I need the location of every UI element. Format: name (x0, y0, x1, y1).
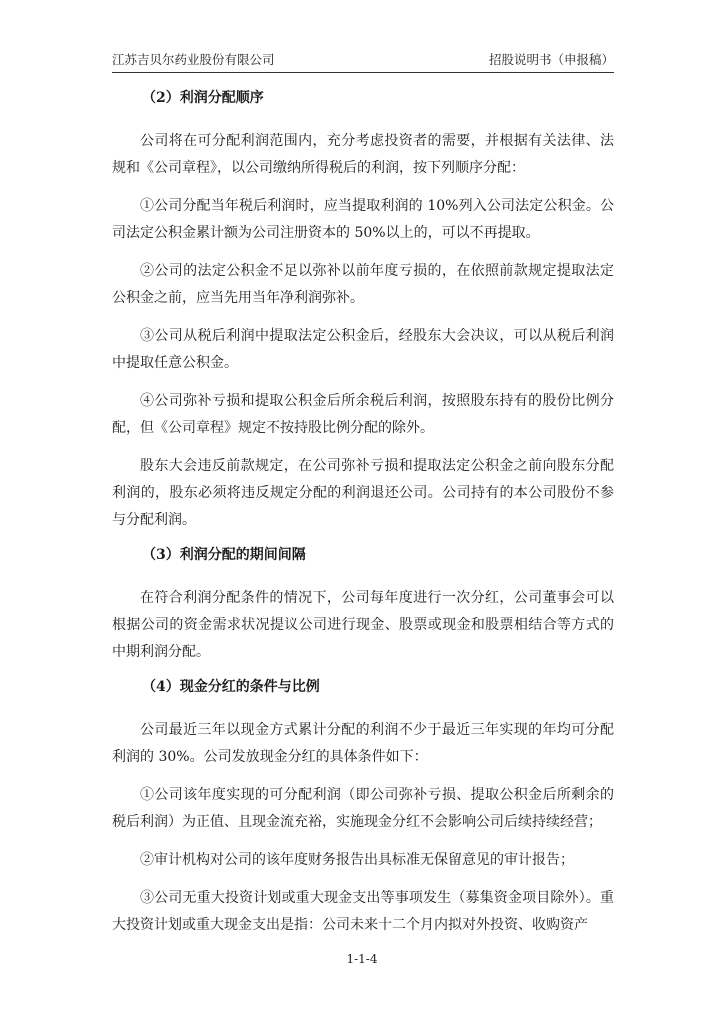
section-heading: （2）利润分配顺序 (142, 90, 264, 106)
paragraph: ③公司从税后利润中提取法定公积金后，经股东大会决议，可以从税后利润中提取任意公积金。 (112, 328, 614, 371)
paragraph: ②公司的法定公积金不足以弥补以前年度亏损的，在依照前款规定提取法定公积金之前，应当先用当年净利润弥补。 (112, 263, 614, 306)
paragraph: ①公司该年度实现的可分配利润（即公司弥补亏损、提取公积金后所剩余的税后利润）为正值、且现金流充裕，实施现金分红不会影响公司后续持续经营； (112, 787, 614, 830)
section-heading: （4）现金分红的条件与比例 (142, 679, 320, 695)
header-divider (112, 72, 614, 73)
section-heading: （3）利润分配的期间间隔 (142, 547, 306, 563)
page-header (112, 50, 614, 68)
paragraph: 股东大会违反前款规定，在公司弥补亏损和提取法定公积金之前向股东分配利润的，股东必须将违反规定分配的利润退还公司。公司持有的本公司股份不参与分配利润。 (112, 458, 614, 528)
document-body (112, 88, 614, 950)
page-number: 1-1-4 (346, 952, 378, 966)
paragraph: 在符合利润分配条件的情况下，公司每年度进行一次分红，公司董事会可以根据公司的资金需求状况提议公司进行现金、股票或现金和股票相结合等方式的中期利润分配。 (112, 590, 614, 660)
paragraph: 公司最近三年以现金方式累计分配的利润不少于最近三年实现的年均可分配利润的 30%。公司发放现金分红的具体条件如下： (112, 722, 614, 765)
header-company-name: 江苏吉贝尔药业股份有限公司 (112, 52, 275, 67)
paragraph: ①公司分配当年税后利润时，应当提取利润的 10%列入公司法定公积金。公司法定公积金累计额为公司注册资本的 50%以上的，可以不再提取。 (112, 198, 614, 241)
paragraph: ③公司无重大投资计划或重大现金支出等事项发生（募集资金项目除外）。重大投资计划或重大现金支出是指：公司未来十二个月内拟对外投资、收购资产 (112, 890, 614, 933)
paragraph: ④公司弥补亏损和提取公积金后所余税后利润，按照股东持有的股份比例分配，但《公司章程》规定不按持股比例分配的除外。 (112, 393, 614, 436)
paragraph: 公司将在可分配利润范围内，充分考虑投资者的需要，并根据有关法律、法规和《公司章程》，以公司缴纳所得税后的利润，按下列顺序分配： (112, 133, 614, 176)
header-document-title: 招股说明书（申报稿） (488, 52, 614, 67)
paragraph: ②审计机构对公司的该年度财务报告出具标准无保留意见的审计报告； (140, 852, 574, 868)
